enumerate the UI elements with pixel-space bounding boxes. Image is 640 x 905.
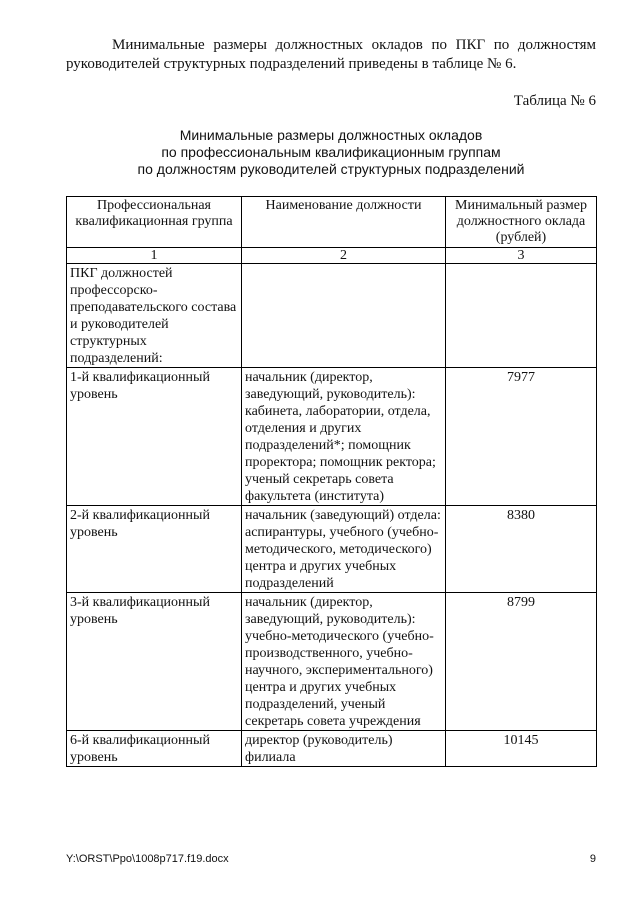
caption-line-1: Минимальные размеры должностных окладов [179, 127, 483, 143]
table-row [67, 731, 597, 767]
header-position: Наименование должности [242, 197, 446, 248]
caption-line-3: по должностям руководителей структурных подразделений [137, 161, 525, 177]
intro-paragraph: Минимальные размеры должностных окладов по ПКГ по должностям руководителей структурных подразделений приведены в таблице № 6. [66, 37, 596, 72]
group-cell: 2-й квалификационный уровень [67, 506, 242, 593]
position-cell [242, 264, 446, 368]
salary-cell: 7977 [446, 368, 597, 506]
page-number: 9 [589, 853, 596, 865]
position-cell: начальник (заведующий) отдела: аспирантуры, учебного (учебно-методического, методического) центра и других учебных подразделений [242, 506, 446, 593]
table-caption [66, 127, 596, 178]
table-row [67, 506, 597, 593]
group-cell: 3-й квалификационный уровень [67, 593, 242, 731]
group-cell: 6-й квалификационный уровень [67, 731, 242, 767]
caption-line-2: по профессиональным квалификационным группам [161, 144, 501, 160]
header-salary: Минимальный размер должностного оклада (рублей) [446, 197, 597, 248]
salary-table [66, 196, 597, 767]
position-cell: начальник (директор, заведующий, руководитель): учебно-методического (учебно-производственного, учебно-научного, экспериментального) центра и других учебных подразделений, ученый секретарь совета учреждения [242, 593, 446, 731]
salary-cell: 8380 [446, 506, 597, 593]
table-row [67, 593, 597, 731]
column-number: 2 [242, 248, 446, 264]
table-row [67, 264, 597, 368]
position-cell: начальник (директор, заведующий, руководитель): кабинета, лаборатории, отдела, отделения и других подразделений*; помощник проректора; помощник ректора; ученый секретарь совета факультета (института) [242, 368, 446, 506]
salary-cell [446, 264, 597, 368]
column-number: 1 [67, 248, 242, 264]
column-numbers-row [67, 248, 597, 264]
position-cell: директор (руководитель) филиала [242, 731, 446, 767]
group-cell: ПКГ должностей профессорско-преподавательского состава и руководителей структурных подразделений: [67, 264, 242, 368]
salary-cell: 8799 [446, 593, 597, 731]
header-group: Профессиональная квалификационная группа [67, 197, 242, 248]
table-row [67, 368, 597, 506]
group-cell: 1-й квалификационный уровень [67, 368, 242, 506]
file-path: Y:\ORST\Ppo\1008p717.f19.docx [66, 853, 229, 865]
table-label: Таблица № 6 [513, 93, 596, 109]
column-number: 3 [446, 248, 597, 264]
salary-cell: 10145 [446, 731, 597, 767]
table-header-row [67, 197, 597, 248]
